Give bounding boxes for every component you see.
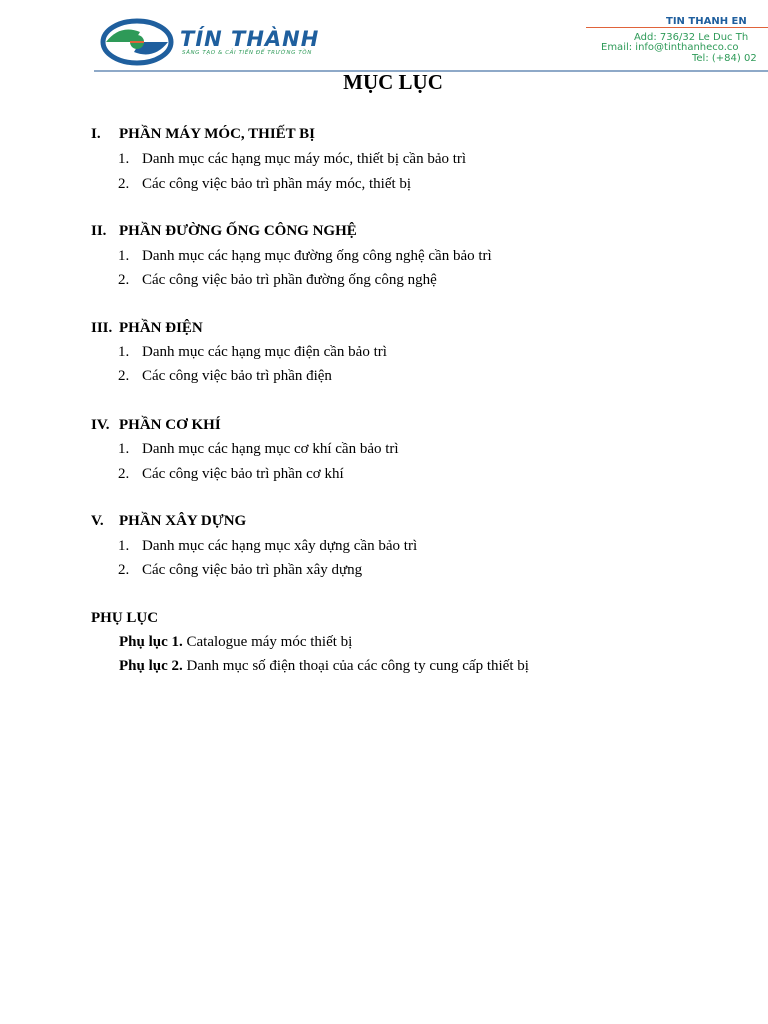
company-phone: Tel: (+84) 02 — [692, 53, 757, 64]
appendix-heading: PHỤ LỤC — [91, 610, 159, 626]
section-title: PHẦN CƠ KHÍ — [119, 417, 221, 433]
item-number: 1. — [118, 151, 130, 167]
letterhead — [94, 14, 768, 72]
section-title: PHẦN MÁY MÓC, THIẾT BỊ — [119, 126, 315, 142]
page-title: MỤC LỤC — [343, 70, 443, 94]
item-number: 1. — [118, 441, 130, 457]
section-number: IV. — [91, 417, 110, 433]
item-text: Danh mục các hạng mục máy móc, thiết bị cần bảo trì — [142, 151, 467, 167]
item-text: Các công việc bảo trì phần điện — [142, 368, 332, 384]
section-number: II. — [91, 223, 107, 239]
item-number: 2. — [118, 466, 130, 482]
section-number: III. — [91, 320, 113, 336]
appendix-text: Danh mục số điện thoại của các công ty cung cấp thiết bị — [182, 658, 529, 674]
item-text: Danh mục các hạng mục cơ khí cần bảo trì — [142, 441, 399, 457]
company-name: TIN THANH EN — [666, 16, 747, 27]
section-title: PHẦN ĐIỆN — [119, 320, 203, 336]
section-number: I. — [91, 126, 101, 142]
section-number: V. — [91, 513, 104, 529]
item-number: 2. — [118, 562, 130, 578]
item-text: Các công việc bảo trì phần cơ khí — [142, 466, 344, 482]
item-number: 1. — [118, 538, 130, 554]
appendix-label: Phụ lục 2. — [119, 658, 183, 674]
item-text: Danh mục các hạng mục đường ống công nghệ cần bảo trì — [142, 248, 492, 264]
company-address: Add: 736/32 Le Duc Th — [634, 32, 749, 43]
item-number: 1. — [118, 344, 130, 360]
brand-name: TÍN THÀNH — [180, 27, 320, 51]
item-number: 2. — [118, 272, 130, 288]
appendix-item — [119, 658, 529, 675]
company-logo-icon — [100, 18, 174, 66]
appendix-item — [119, 634, 352, 651]
section-title: PHẦN ĐƯỜNG ỐNG CÔNG NGHỆ — [119, 223, 357, 239]
appendix-label: Phụ lục 1. — [119, 634, 183, 650]
item-number: 2. — [118, 368, 130, 384]
company-email: Email: info@tinthanheco.co — [601, 42, 739, 53]
item-text: Danh mục các hạng mục điện cần bảo trì — [142, 344, 387, 360]
item-text: Các công việc bảo trì phần đường ống công nghệ — [142, 272, 437, 288]
contact-block — [586, 14, 768, 68]
item-text: Các công việc bảo trì phần máy móc, thiết bị — [142, 176, 412, 192]
item-number: 2. — [118, 176, 130, 192]
item-text: Các công việc bảo trì phần xây dựng — [142, 562, 363, 578]
item-number: 1. — [118, 248, 130, 264]
section-title: PHẦN XÂY DỰNG — [119, 513, 247, 529]
brand-tagline: SÁNG TẠO & CẢI TIẾN ĐỂ TRƯỜNG TỒN — [182, 50, 312, 56]
item-text: Danh mục các hạng mục xây dựng cần bảo trì — [142, 538, 418, 554]
appendix-text: Catalogue máy móc thiết bị — [182, 634, 353, 650]
contact-divider — [586, 27, 768, 28]
